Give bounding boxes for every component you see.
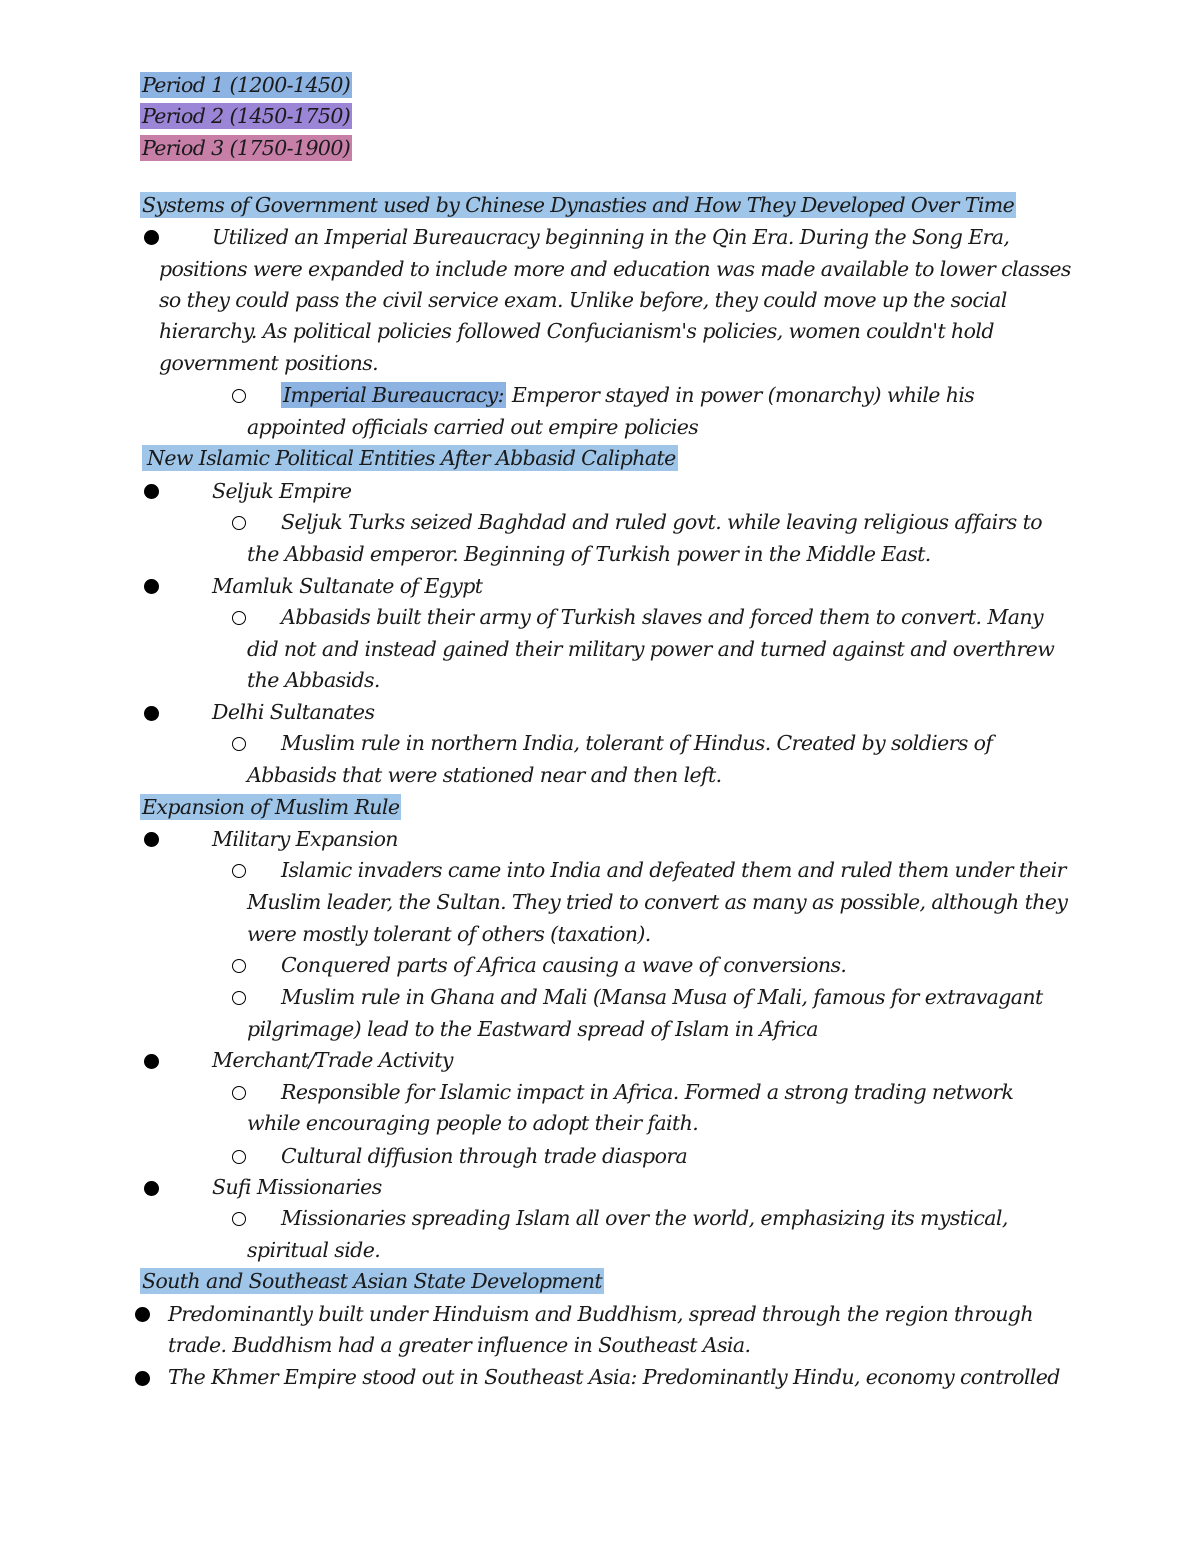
sub-paragraph-line: Muslim rule in Ghana and Mali (Mansa Musa of Mali, famous for extravagant [281,985,1043,1009]
paragraph-line: Utilized an Imperial Bureaucracy beginning in the Qin Era. During the Song Era, [212,225,1010,249]
sub-bullet-icon [232,389,246,403]
list-item-title: Merchant/Trade Activity [212,1048,453,1072]
list-item-title: Sufi Missionaries [212,1175,382,1199]
sub-paragraph-line: did not and instead gained their military power and turned against and overthrew [247,637,1055,661]
section-heading-chinese-government: Systems of Government used by Chinese Dynasties and How They Developed Over Time [142,193,1015,217]
sub-bullet-icon [232,1212,246,1226]
bullet-icon [144,1054,159,1069]
sub-paragraph-line: Abbasids that were stationed near and then left. [247,763,722,787]
sub-bullet-icon [232,1086,246,1100]
bullet-icon [144,1181,159,1196]
bullet-icon [144,579,159,594]
paragraph-line: The Khmer Empire stood out in Southeast Asia: Predominantly Hindu, economy controlled [168,1365,1060,1389]
period-1-label: Period 1 (1200-1450) [142,73,351,97]
sub-bullet-icon [232,991,246,1005]
sub-paragraph-line: appointed officials carried out empire policies [247,415,699,439]
sub-paragraph-line: Seljuk Turks seized Baghdad and ruled govt. while leaving religious affairs to [281,510,1042,534]
section-heading-islamic-entities: New Islamic Political Entities After Abbasid Caliphate [142,443,678,473]
list-item-title: Seljuk Empire [212,479,352,503]
paragraph-line: hierarchy. As political policies followed Confucianism's policies, women couldn't hold [159,319,994,343]
term-imperial-bureaucracy: Imperial Bureaucracy: [283,383,504,407]
sub-paragraph-line: the Abbasid emperor. Beginning of Turkish power in the Middle East. [247,542,931,566]
sub-bullet-icon [232,959,246,973]
sub-paragraph-line: Muslim leader, the Sultan. They tried to convert as many as possible, although they [247,890,1068,914]
sub-bullet-icon [232,516,246,530]
sub-paragraph-line: Islamic invaders came into India and defeated them and ruled them under their [281,858,1066,882]
period-2-label: Period 2 (1450-1750) [142,104,351,128]
section-heading-asian-states: South and Southeast Asian State Development [142,1269,602,1293]
list-item-title: Mamluk Sultanate of Egypt [212,574,483,598]
paragraph-line: government positions. [159,351,379,375]
bullet-icon [135,1371,150,1386]
paragraph-line: trade. Buddhism had a greater influence in Southeast Asia. [168,1333,751,1357]
bullet-icon [135,1307,150,1322]
sub-paragraph-line: Imperial Bureaucracy: Emperor stayed in power (monarchy) while his [283,383,975,407]
section-heading-muslim-rule: Expansion of Muslim Rule [142,795,400,819]
sub-bullet-icon [232,1150,246,1164]
sub-paragraph-line: Responsible for Islamic impact in Africa. Formed a strong trading network [281,1080,1014,1104]
sub-paragraph-line: Muslim rule in northern India, tolerant of Hindus. Created by soldiers of [281,731,993,755]
bullet-icon [144,706,159,721]
sub-bullet-icon [232,737,246,751]
sub-paragraph-line: Abbasids built their army of Turkish slaves and forced them to convert. Many [281,605,1043,629]
paragraph-line: Predominantly built under Hinduism and Buddhism, spread through the region through [168,1302,1033,1326]
paragraph-line: positions were expanded to include more and education was made available to lower classes [159,257,1071,281]
sub-paragraph-line: the Abbasids. [247,668,380,692]
sub-paragraph-line: Cultural diffusion through trade diaspora [281,1144,688,1168]
sub-bullet-icon [232,864,246,878]
period-3-label: Period 3 (1750-1900) [142,136,351,160]
bullet-icon [144,832,159,847]
sub-bullet-icon [232,611,246,625]
list-item-title: Military Expansion [212,827,398,851]
sub-paragraph-line: pilgrimage) lead to the Eastward spread of Islam in Africa [247,1017,818,1041]
sub-paragraph-line: spiritual side. [247,1238,381,1262]
sub-paragraph-line: were mostly tolerant of others (taxation). [247,922,651,946]
bullet-icon [144,230,159,245]
sub-paragraph-line: Conquered parts of Africa causing a wave of conversions. [281,953,847,977]
sub-paragraph-line: while encouraging people to adopt their faith. [247,1111,699,1135]
list-item-title: Delhi Sultanates [212,700,375,724]
bullet-icon [144,484,159,499]
sub-paragraph-line: Missionaries spreading Islam all over the world, emphasizing its mystical, [281,1206,1008,1230]
paragraph-line: so they could pass the civil service exam. Unlike before, they could move up the social [159,288,1007,312]
